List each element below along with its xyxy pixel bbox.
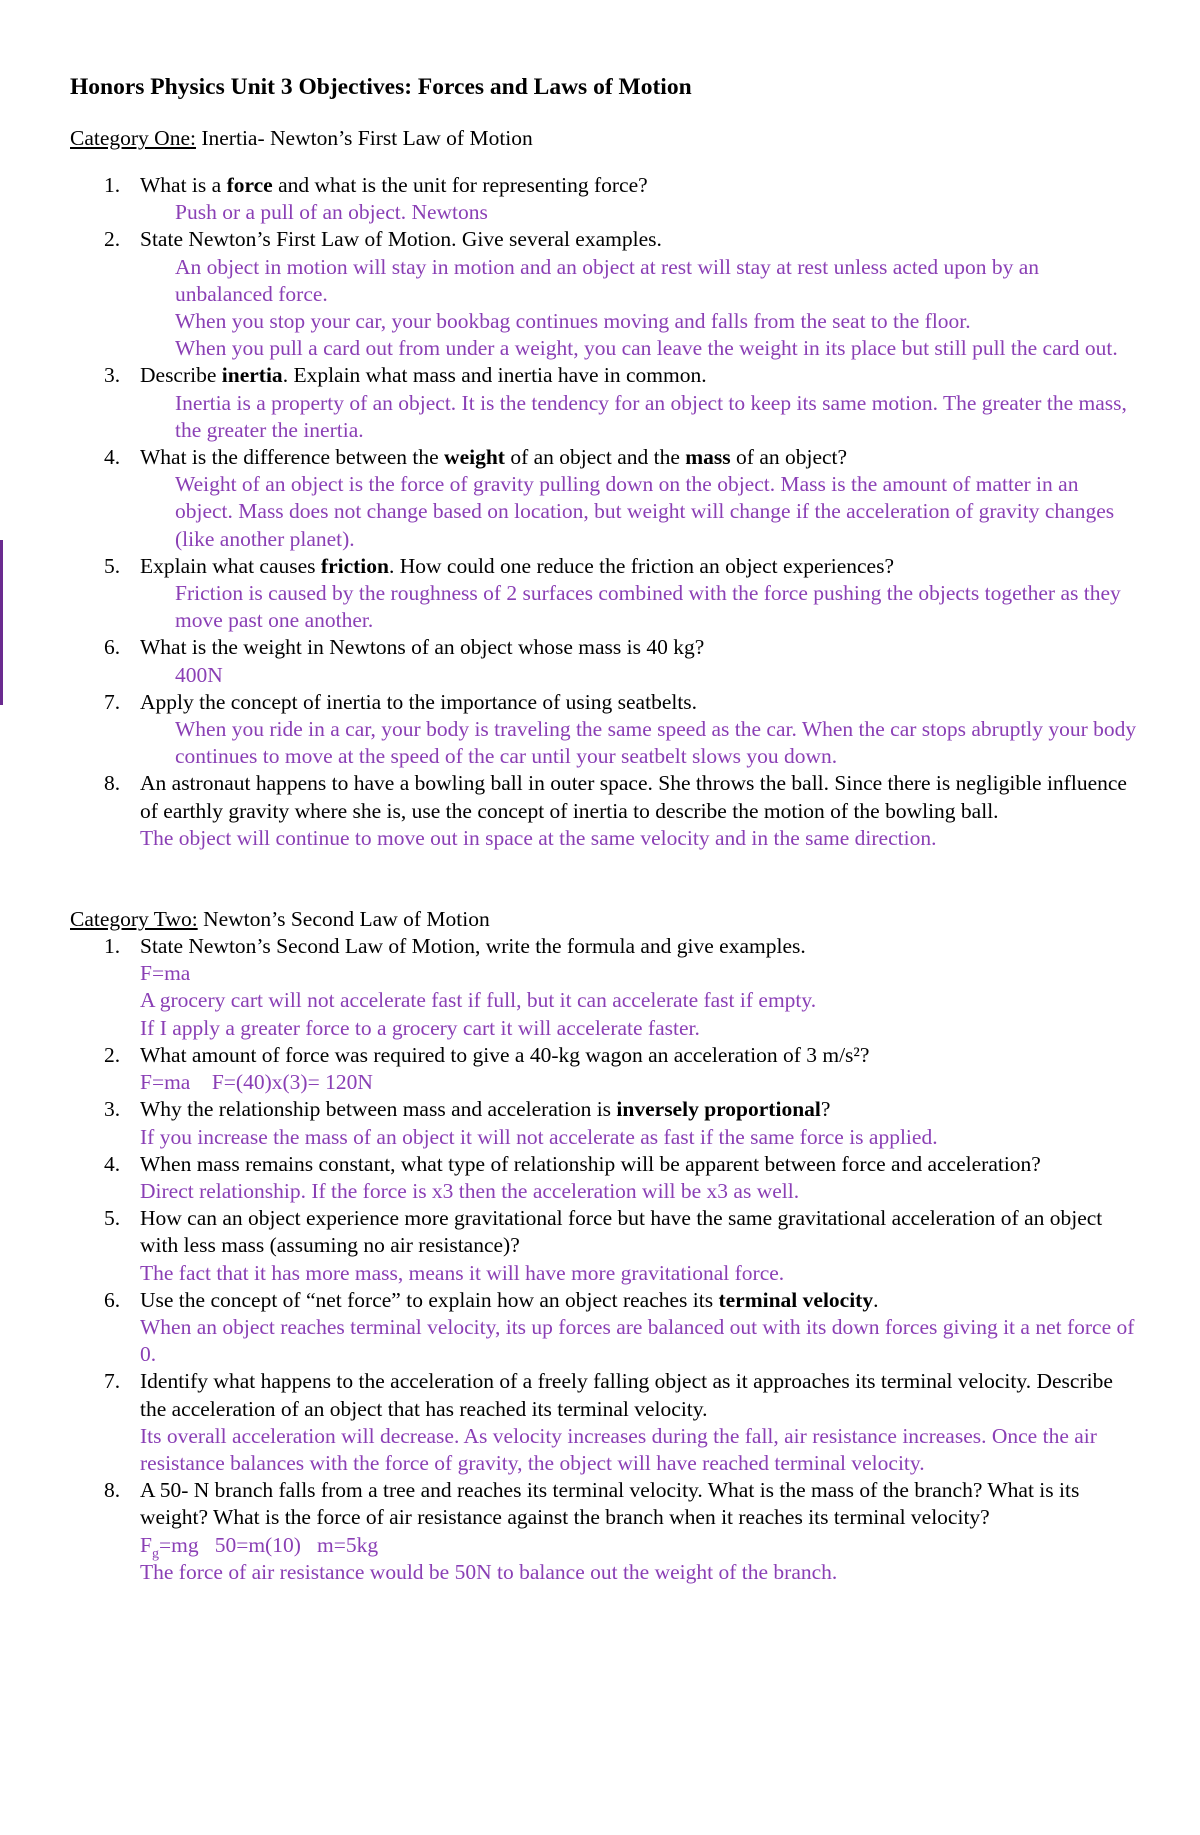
answer-text: The object will continue to move out in space at the same velocity and in the same direction.	[140, 825, 937, 850]
margin-change-bar	[0, 540, 3, 705]
page-title: Honors Physics Unit 3 Objectives: Forces and Laws of Motion	[70, 74, 692, 100]
answer-text: The force of air resistance would be 50N to balance out the weight of the branch.	[140, 1559, 838, 1584]
question-number: 2.	[104, 1042, 121, 1067]
answer-text: Inertia is a property of an object. It is the tendency for an object to keep its same motion. The greater the mass, the greater the inertia.	[175, 390, 1127, 442]
question-item	[70, 1287, 1140, 1369]
answer-text: When you ride in a car, your body is traveling the same speed as the car. When the car stops abruptly your body continues to move at the speed of the car until your seatbelt slows you down.	[175, 717, 1137, 769]
question-text: What is the difference between the weight of an object and the mass of an object?	[140, 445, 848, 470]
question-number: 8.	[104, 1478, 121, 1503]
question-item	[70, 1205, 1140, 1287]
question-number: 3.	[104, 1097, 121, 1122]
question-text: Explain what causes friction. How could one reduce the friction an object experiences?	[140, 553, 894, 578]
question-text: What is the weight in Newtons of an object whose mass is 40 kg?	[140, 635, 705, 660]
question-text: Describe inertia. Explain what mass and inertia have in common.	[140, 363, 707, 388]
question-item	[70, 1368, 1140, 1477]
category-one-question-list	[70, 172, 1140, 852]
answer-text: If I apply a greater force to a grocery cart it will accelerate faster.	[140, 1015, 700, 1040]
question-number: 5.	[104, 1206, 121, 1231]
question-item	[70, 933, 1140, 1042]
category-two-heading	[70, 906, 1140, 933]
question-item	[70, 1096, 1140, 1150]
category-two-label: Category Two:	[70, 907, 198, 932]
question-item	[70, 362, 1140, 444]
question-number: 1.	[104, 934, 121, 959]
question-text: When mass remains constant, what type of relationship will be apparent between force and acceleration?	[140, 1151, 1041, 1176]
question-number: 7.	[104, 689, 121, 714]
question-number: 7.	[104, 1369, 121, 1394]
category-one-section	[70, 125, 1140, 852]
answer-text: The fact that it has more mass, means it will have more gravitational force.	[140, 1260, 785, 1285]
question-number: 1.	[104, 173, 121, 197]
question-item	[70, 689, 1140, 771]
formula-text: $F_g=mg$ 50=m(10) m=5kg	[140, 1532, 379, 1561]
question-item	[70, 1151, 1140, 1205]
question-number: 2.	[104, 227, 121, 252]
question-item	[70, 444, 1140, 553]
question-item	[70, 172, 1140, 226]
question-number: 3.	[104, 363, 121, 388]
document-page	[70, 72, 1140, 1586]
answer-text: When you stop your car, your bookbag continues moving and falls from the seat to the floor.	[175, 309, 971, 334]
question-item	[70, 1042, 1140, 1096]
question-number: 5.	[104, 553, 121, 578]
answer-text: F=ma F=(40)x(3)= 120N	[140, 1070, 373, 1095]
question-item	[70, 770, 1140, 852]
category-two-topic: Newton’s Second Law of Motion	[197, 907, 490, 932]
question-text: State Newton’s Second Law of Motion, write the formula and give examples.	[140, 934, 806, 959]
answer-text: Its overall acceleration will decrease. As velocity increases during the fall, air resistance increases. Once the air resistance balances with the force of gravity, the object will have reached terminal velocity.	[140, 1423, 1097, 1475]
answer-text: Weight of an object is the force of gravity pulling down on the object. Mass is the amount of matter in an object. Mass does not change based on location, but weight will change if the acceleration of gravity changes (like another planet).	[175, 472, 1115, 551]
question-text: What amount of force was required to give a 40-kg wagon an acceleration of 3 m/s²?	[140, 1042, 870, 1067]
question-text: Apply the concept of inertia to the importance of using seatbelts.	[140, 689, 698, 714]
question-text: State Newton’s First Law of Motion. Give several examples.	[140, 227, 662, 252]
question-text: Identify what happens to the acceleration of a freely falling object as it approaches its terminal velocity. Describe the acceleration of an object that has reached its terminal velocity.	[140, 1369, 1113, 1421]
answer-text: When you pull a card out from under a weight, you can leave the weight in its place but still pull the card out.	[175, 336, 1118, 361]
question-item	[70, 553, 1140, 635]
question-text: How can an object experience more gravitational force but have the same gravitational acceleration of an object with less mass (assuming no air resistance)?	[140, 1206, 1103, 1258]
answer-text: Friction is caused by the roughness of 2 surfaces combined with the force pushing the objects together as they move past one another.	[175, 581, 1121, 633]
question-item	[70, 226, 1140, 362]
question-text: Why the relationship between mass and acceleration is inversely proportional?	[140, 1097, 831, 1122]
question-item	[70, 634, 1140, 688]
answer-text: A grocery cart will not accelerate fast if full, but it can accelerate fast if empty.	[140, 988, 817, 1013]
question-text: An astronaut happens to have a bowling ball in outer space. She throws the ball. Since there is negligible influence of earthly gravity where she is, use the concept of inertia to describe the motion of the bowling ball.	[140, 771, 1127, 823]
answer-text: 400N	[175, 662, 223, 687]
category-two-question-list	[70, 933, 1140, 1586]
question-number: 4.	[104, 445, 121, 470]
question-number: 6.	[104, 1287, 121, 1312]
question-number: 8.	[104, 771, 121, 796]
answer-text: F=ma	[140, 961, 191, 986]
category-one-topic: Inertia- Newton’s First Law of Motion	[195, 126, 533, 150]
answer-text: When an object reaches terminal velocity, its up forces are balanced out with its down forces giving it a net force of 0.	[140, 1314, 1135, 1367]
answer-text: Push or a pull of an object. Newtons	[175, 200, 488, 225]
answer-text: If you increase the mass of an object it will not accelerate as fast if the same force is applied.	[140, 1124, 938, 1149]
answer-text: An object in motion will stay in motion and an object at rest will stay at rest unless acted upon by an unbalanced force.	[175, 254, 1040, 306]
question-item	[70, 1477, 1140, 1586]
answer-text: Direct relationship. If the force is x3 then the acceleration will be x3 as well.	[140, 1178, 800, 1203]
category-two-section	[70, 906, 1140, 1586]
question-text: A 50- N branch falls from a tree and reaches its terminal velocity. What is the mass of the branch? What is its weight? What is the force of air resistance against the branch when it reaches its terminal velocity?	[140, 1478, 1080, 1530]
question-text: Use the concept of “net force” to explain how an object reaches its terminal velocity.	[140, 1287, 879, 1312]
question-number: 6.	[104, 635, 121, 660]
question-number: 4.	[104, 1151, 121, 1176]
category-one-heading	[70, 125, 1140, 152]
category-one-label: Category One:	[70, 126, 196, 150]
question-text: What is a force and what is the unit for representing force?	[140, 173, 648, 197]
